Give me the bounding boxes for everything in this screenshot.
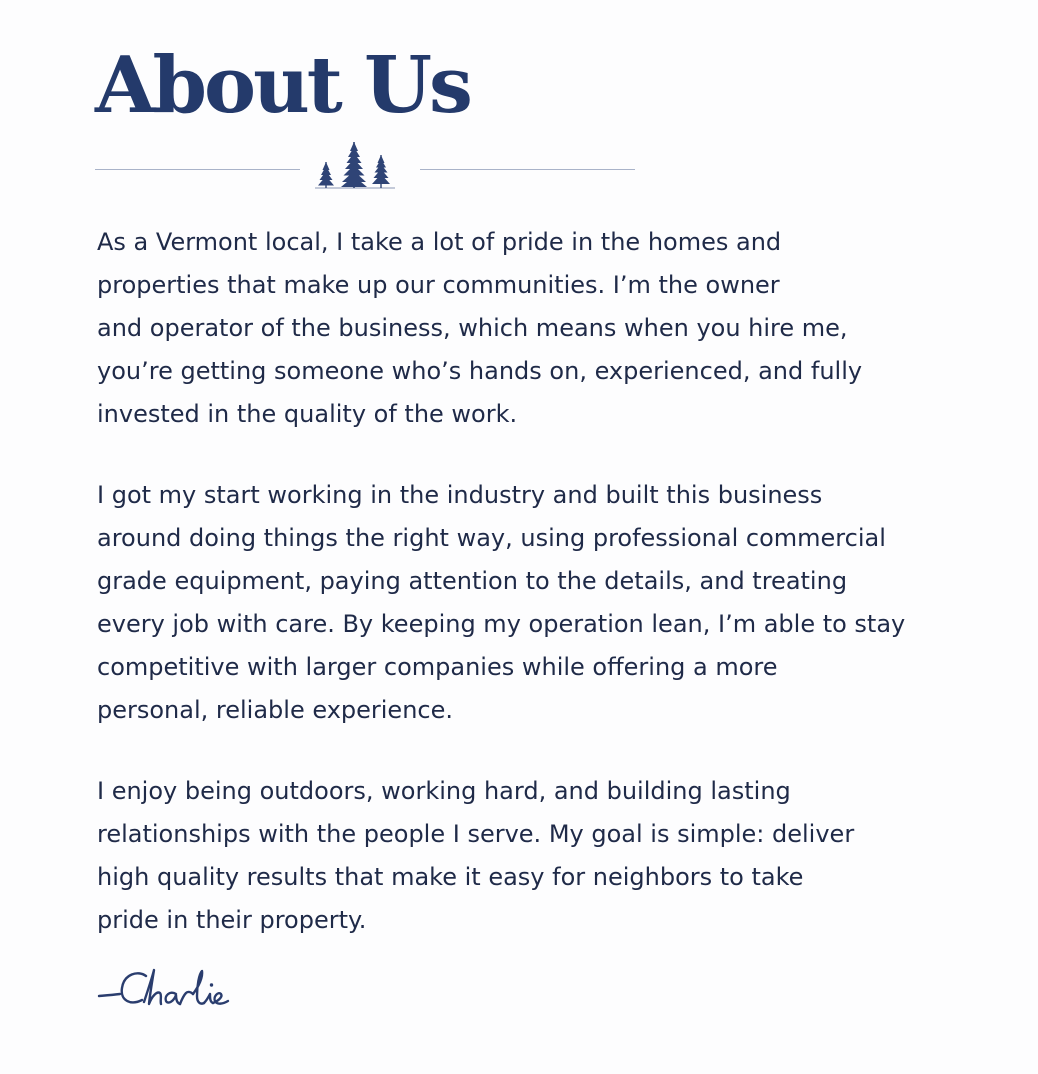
paragraph-2 <box>97 474 1012 732</box>
paragraph-line: you’re getting someone who’s hands on, experienced, and fully <box>97 357 863 385</box>
title-divider <box>95 138 640 194</box>
paragraph-1 <box>97 221 1012 436</box>
paragraph-line: I got my start working in the industry and built this business <box>97 481 823 509</box>
divider-rule-left <box>95 169 300 170</box>
paragraph-3 <box>97 770 1012 942</box>
paragraph-line: and operator of the business, which means when you hire me, <box>97 314 848 342</box>
paragraph-line: around doing things the right way, using professional commercial <box>97 524 886 552</box>
about-body <box>97 221 1012 980</box>
paragraph-line: pride in their property. <box>97 906 367 934</box>
divider-rule-right <box>420 169 635 170</box>
paragraph-line: properties that make up our communities. I’m the owner <box>97 271 780 299</box>
paragraph-line: every job with care. By keeping my operation lean, I’m able to stay <box>97 610 906 638</box>
signature <box>96 960 296 1030</box>
paragraph-line: invested in the quality of the work. <box>97 400 518 428</box>
paragraph-line: personal, reliable experience. <box>97 696 453 724</box>
page-title: About Us <box>95 40 470 131</box>
paragraph-line: I enjoy being outdoors, working hard, and building lasting <box>97 777 791 805</box>
pine-trees-icon <box>309 138 401 194</box>
paragraph-line: grade equipment, paying attention to the details, and treating <box>97 567 848 595</box>
paragraph-line: competitive with larger companies while offering a more <box>97 653 778 681</box>
paragraph-line: high quality results that make it easy for neighbors to take <box>97 863 804 891</box>
paragraph-line: relationships with the people I serve. My goal is simple: deliver <box>97 820 855 848</box>
paragraph-line: As a Vermont local, I take a lot of pride in the homes and <box>97 228 782 256</box>
